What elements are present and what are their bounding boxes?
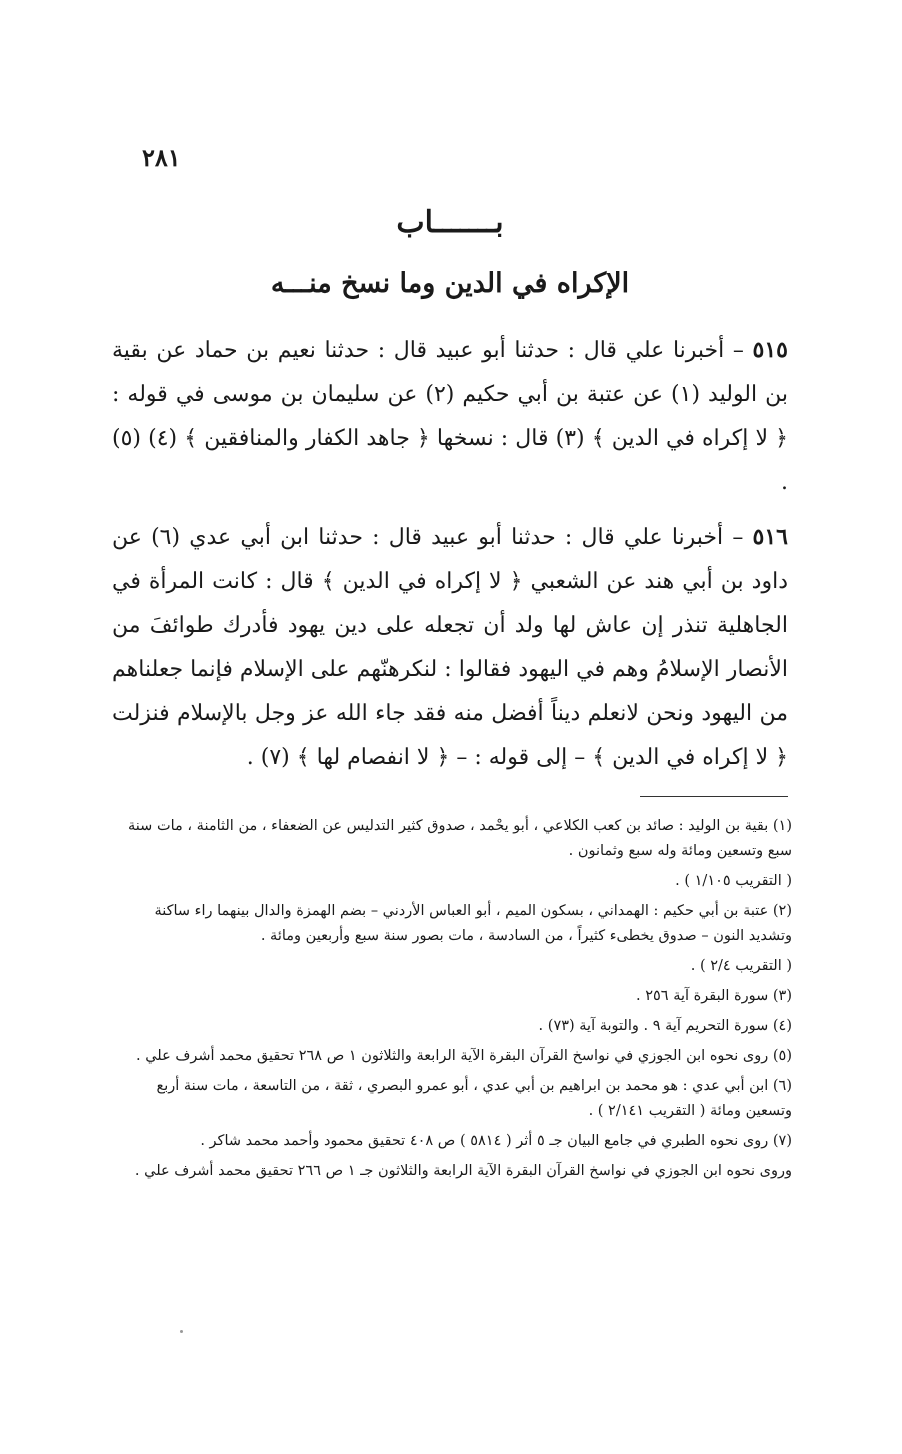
footnote-reference: ( التقريب ١/١٠٥ ) . — [675, 873, 792, 889]
footnote: (١) بقية بن الوليد : صائد بن كعب الكلاعي ، أبو يحْمد ، صدوق كثير التدليس عن الضعفاء ، من الثامنة ، مات سنة سبع وتسعين ومائة وله سبع وثمانون . — [128, 818, 792, 859]
footnote: (٦) ابن أبي عدي : هو محمد بن ابراهيم بن أبي عدي ، أبو عمرو البصري ، ثقة ، من التاسعة ، مات سنة أربع وتسعين ومائة ( التقريب ٢/١٤١ ) . — [156, 1078, 792, 1119]
main-text — [112, 328, 788, 790]
footnote: (٤) سورة التحريم آية ٩ . والتوبة آية (٧٣) . — [538, 1018, 792, 1034]
hadith-text: – أخبرنا علي قال : حدثنا أبو عبيد قال : حدثنا ابن أبي عدي (٦) عن داود بن أبي هند عن الشعبي ﴿ لا إكراه في الدين ﴾ قال : كانت المرأة في الجاهلية تنذر إن عاش لها ولد أن تجعله على دين يهود فأدرك طوائفَ من الأنصار الإسلامُ وهم في اليهود فقالوا : لنكرهنّهم على الإسلام فإنما جعلناهم من اليهود ونحن لانعلم ديناً أفضل منه فقد جاء الله عز وجل بالإسلام فنزلت ﴿ لا إكراه في الدين ﴾ – إلى قوله : – ﴿ لا انفصام لها ﴾ (٧) . — [112, 525, 788, 770]
hadith-paragraph — [112, 328, 788, 505]
footnotes — [112, 814, 792, 1189]
footnote-reference: ( التقريب ٢/٤ ) . — [690, 958, 792, 974]
footnote: وروى نحوه ابن الجوزي في نواسخ القرآن البقرة الآية الرابعة والثلاثون جـ ١ ص ٢٦٦ تحقيق محمد أشرف علي . — [134, 1163, 792, 1179]
hadith-number: ٥١٥ — [752, 337, 788, 363]
hadith-text: – أخبرنا علي قال : حدثنا أبو عبيد قال : حدثنا نعيم بن حماد عن بقية بن الوليد (١) عن عتبة بن أبي حكيم (٢) عن سليمان بن موسى في قوله : ﴿ لا إكراه في الدين ﴾ (٣) قال : نسخها ﴿ جاهد الكفار والمنافقين ﴾ (٤) (٥) . — [112, 338, 789, 495]
footnote: (٢) عتبة بن أبي حكيم : الهمداني ، بسكون الميم ، أبو العباس الأردني – بضم الهمزة والدال بينهما راء ساكنة وتشديد النون – صدوق يخطىء كثيراً ، من السادسة ، مات بصور سنة سبع وأربعين ومائة . — [154, 903, 792, 944]
hadith-paragraph — [112, 515, 788, 780]
page-number: ٢٨١ — [142, 143, 181, 172]
footnote: (٥) روى نحوه ابن الجوزي في نواسخ القرآن البقرة الآية الرابعة والثلاثون ١ ص ٢٦٨ تحقيق محمد أشرف علي . — [135, 1048, 792, 1064]
footnote: (٧) روى نحوه الطبري في جامع البيان جـ ٥ أثر ( ٥٨١٤ ) ص ٤٠٨ تحقيق محمود وأحمد محمد شاكر . — [200, 1133, 792, 1149]
stray-ink-mark — [180, 1330, 183, 1333]
section-title: الإكراه في الدين وما نسخ منـــه — [270, 268, 630, 299]
chapter-title: بـــــــاب — [396, 205, 504, 240]
footnote: (٣) سورة البقرة آية ٢٥٦ . — [636, 988, 792, 1004]
footnote-divider — [640, 796, 788, 797]
hadith-number: ٥١٦ — [752, 524, 788, 550]
